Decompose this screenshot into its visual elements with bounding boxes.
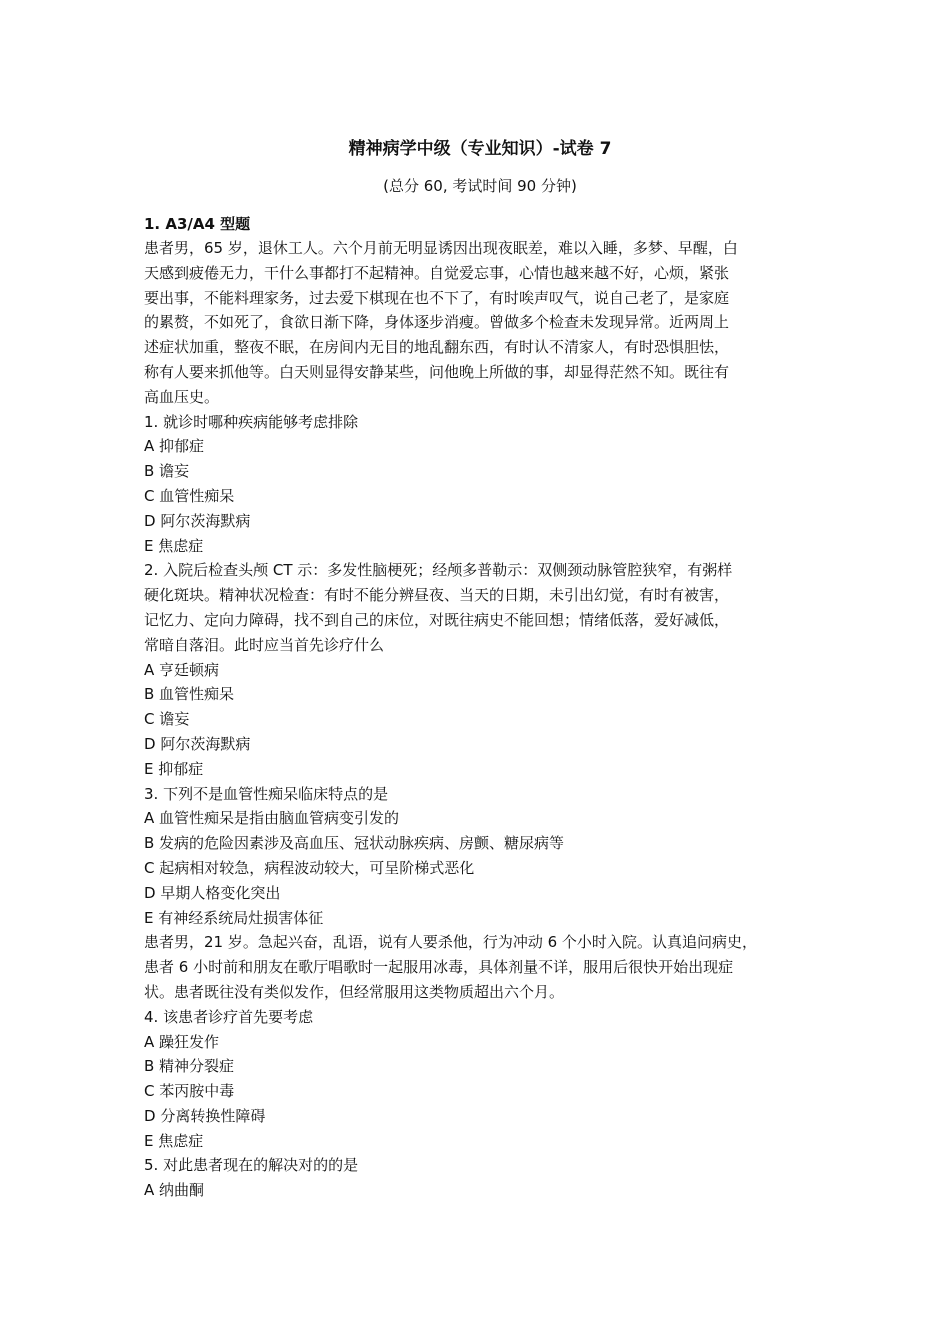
question-3-option: A 血管性痴呆是指由脑血管病变引发的: [144, 809, 400, 828]
question-4-option: D 分离转换性障碍: [144, 1106, 266, 1125]
question-2-stem: [144, 558, 816, 657]
case-2-line: 患者 6 小时前和朋友在歌厅唱歌时一起服用冰毒，具体剂量不详，服用后很快开始出现症: [144, 958, 734, 977]
question-2-option: A 亨廷顿病: [144, 660, 220, 679]
case-1-line: 高血压史。: [144, 387, 220, 406]
question-2-option: C 谵妄: [144, 710, 190, 729]
question-5-option: A 纳曲酮: [144, 1181, 205, 1200]
case-1-line: 称有人要来抓他等。白天则显得安静某些，问他晚上所做的事，却显得茫然不知。既往有: [144, 362, 730, 381]
question-1-option: D 阿尔茨海默病: [144, 511, 251, 530]
question-1-stem: 1. 就诊时哪种疾病能够考虑排除: [144, 412, 359, 431]
case-2-line: 状。患者既往没有类似发作，但经常服用这类物质超出六个月。: [144, 982, 565, 1001]
question-2-option: E 抑郁症: [144, 759, 204, 778]
question-1-option: E 焦虑症: [144, 536, 204, 555]
question-4-option: E 焦虑症: [144, 1131, 204, 1150]
case-1-line: 天感到疲倦无力，干什么事都打不起精神。自觉爱忘事，心情也越来越不好，心烦，紧张: [144, 263, 730, 282]
question-3-option: C 起病相对较急，病程波动较大，可呈阶梯式恶化: [144, 858, 475, 877]
question-2-option: B 血管性痴呆: [144, 685, 235, 704]
question-4-stem: 4. 该患者诊疗首先要考虑: [144, 1007, 314, 1026]
question-4-option: B 精神分裂症: [144, 1057, 235, 1076]
question-5-stem: 5. 对此患者现在的解决对的的是: [144, 1156, 359, 1175]
question-3-option: E 有神经系统局灶损害体征: [144, 908, 324, 927]
question-2-option: D 阿尔茨海默病: [144, 734, 251, 753]
document-title: 精神病学中级（专业知识）-试卷 7: [348, 139, 612, 159]
case-2-description: [144, 930, 816, 1004]
question-3-option: D 早期人格变化突出: [144, 883, 281, 902]
document-subtitle: (总分 60, 考试时间 90 分钟): [383, 177, 577, 195]
section-heading: 1. A3/A4 型题: [144, 215, 251, 233]
case-1-line: 的累赘，不如死了，食欲日渐下降，身体逐步消瘦。曾做多个检查未发现异常。近两周上: [144, 313, 730, 332]
question-1-option: A 抑郁症: [144, 437, 205, 456]
question-3-option: B 发病的危险因素涉及高血压、冠状动脉疾病、房颤、糖尿病等: [144, 834, 565, 853]
case-1-description: [144, 236, 816, 410]
question-1-option: B 谵妄: [144, 462, 190, 481]
question-2-stem-line: 硬化斑块。精神状况检查：有时不能分辨昼夜、当天的日期，未引出幻觉，有时有被害，: [144, 586, 730, 605]
question-2-stem-line: 记忆力、定向力障碍，找不到自己的床位，对既往病史不能回想；情绪低落，爱好减低，: [144, 610, 730, 629]
document-page: [144, 135, 816, 1203]
question-4-option: C 苯丙胺中毒: [144, 1082, 235, 1101]
question-4-option: A 躁狂发作: [144, 1032, 220, 1051]
question-1-option: C 血管性痴呆: [144, 486, 235, 505]
case-2-line: 患者男，21 岁。急起兴奋，乱语，说有人要杀他，行为冲动 6 个小时入院。认真追问病史，: [144, 933, 757, 952]
case-1-line: 述症状加重，整夜不眠，在房间内无目的地乱翻东西，有时认不清家人，有时恐惧胆怯，: [144, 338, 730, 357]
case-1-line: 患者男，65 岁，退休工人。六个月前无明显诱因出现夜眠差，难以入睡，多梦、早醒，白: [144, 239, 738, 257]
case-1-line: 要出事，不能料理家务，过去爱下棋现在也不下了，有时唉声叹气，说自己老了，是家庭: [144, 288, 730, 307]
question-2-stem-line: 2. 入院后检查头颅 CT 示：多发性脑梗死；经颅多普勒示：双侧颈动脉管腔狭窄，有粥样: [144, 561, 733, 580]
question-3-stem: 3. 下列不是血管性痴呆临床特点的是: [144, 784, 389, 803]
question-2-stem-line: 常暗自落泪。此时应当首先诊疗什么: [144, 635, 385, 654]
